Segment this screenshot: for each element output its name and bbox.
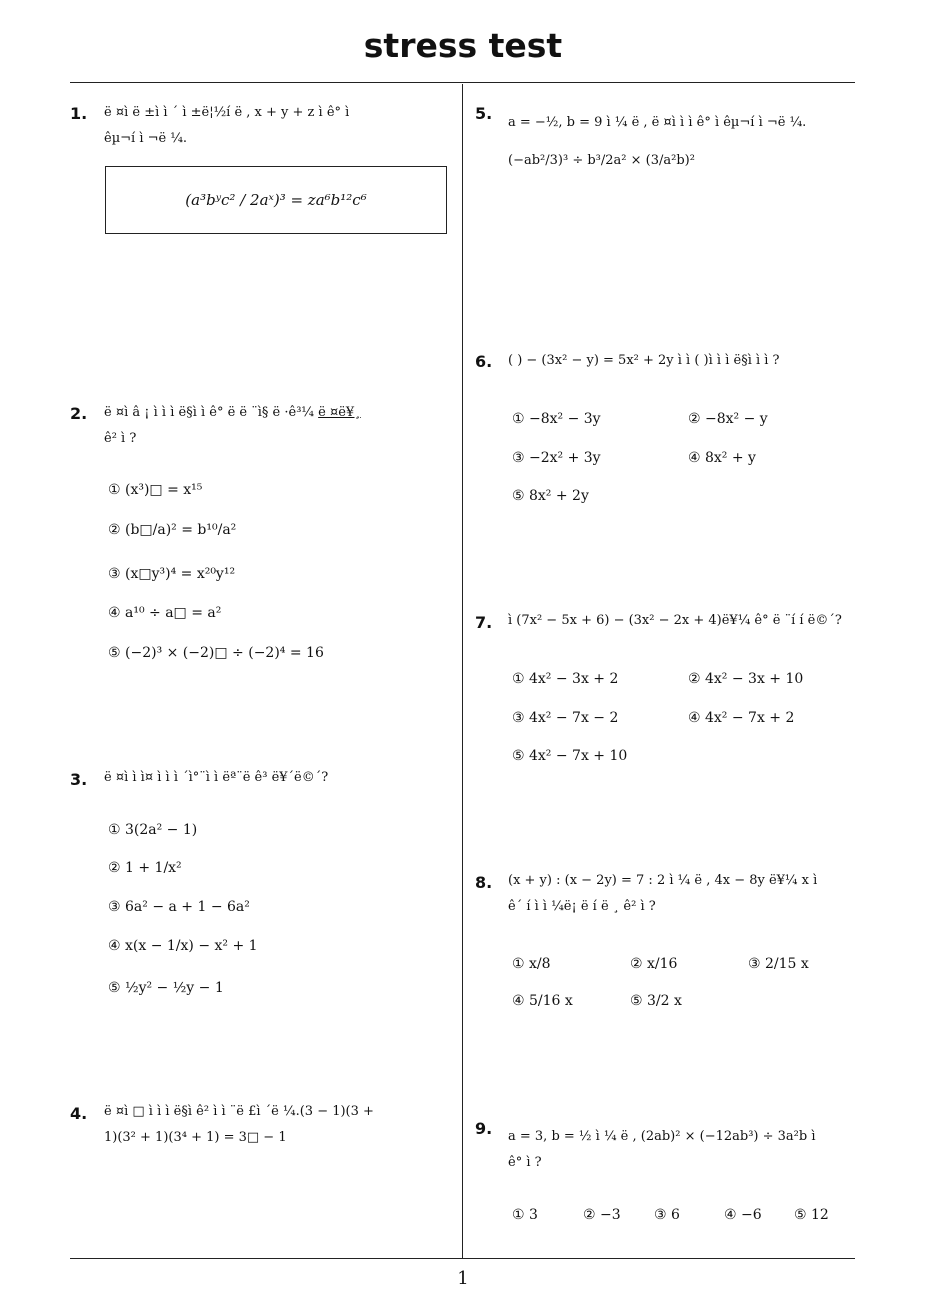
option: ④ a¹⁰ ÷ a□ = a² <box>108 605 222 621</box>
option: ⑤ 8x² + 2y <box>512 488 589 504</box>
question-text: ë ¤ì □ ì ì ì ë§ì ê² ì ì ¨ë £ì ´ë ¼.(3 − 1)(3 + 1)(3² + 1)(3⁴ + 1) = 3□ − 1 <box>104 1104 374 1145</box>
option: ① −8x² − 3y <box>512 411 601 427</box>
option: ③ −2x² + 3y <box>512 450 601 466</box>
question-number: 6. <box>475 352 493 371</box>
option: ② x/16 <box>630 956 678 972</box>
option: ① 3 <box>512 1207 538 1223</box>
option: ④ 8x² + y <box>688 450 756 466</box>
question-number: 1. <box>70 104 88 123</box>
top-rule <box>70 82 855 83</box>
question-text: ì (7x² − 5x + 6) − (3x² − 2x + 4)ë¥¼ ê° ë ¨í í ë©´? <box>508 613 842 628</box>
page-title: stress test <box>363 26 563 65</box>
question-number: 3. <box>70 770 88 789</box>
option: ⑤ ½y² − ½y − 1 <box>108 980 224 996</box>
option: ⑤ 4x² − 7x + 10 <box>512 748 628 764</box>
option: ② 4x² − 3x + 10 <box>688 671 804 687</box>
question-text: ë ¤ì ë ±ì ì ´ ì ±ë¦½í ë , x + y + z ì ê° ì êµ¬í ì ¬ë ¼. <box>104 105 350 146</box>
option: ③ 4x² − 7x − 2 <box>512 710 619 726</box>
option: ④ x(x − 1/x) − x² + 1 <box>108 938 258 954</box>
bottom-rule <box>70 1258 855 1259</box>
question-number: 2. <box>70 404 88 423</box>
question-text: ( ) − (3x² − y) = 5x² + 2y ì ì ( )ì ì ì ë§ì ì ì ? <box>508 353 780 368</box>
question-text: ë ¤ì â ¡ ì ì ì ë§ì ì ê° ë ë ¨ì§ ë ·ê³¼ ë ¤ë¥¸ ê² ì ? <box>104 405 361 446</box>
question-number: 9. <box>475 1119 493 1138</box>
question-text: a = −½, b = 9 ì ¼ ë , ë ¤ì ì ì ê° ì êµ¬í ì ¬ë ¼. (−ab²/3)³ ÷ b³/2a² × (3/a²b)² <box>508 115 807 168</box>
option: ③ 6 <box>654 1207 680 1223</box>
question-number: 7. <box>475 613 493 632</box>
question-number: 4. <box>70 1104 88 1123</box>
option: ② (b□/a)² = b¹⁰/a² <box>108 522 237 538</box>
option: ① 4x² − 3x + 2 <box>512 671 619 687</box>
option: ③ (x□y³)⁴ = x²⁰y¹² <box>108 566 236 582</box>
option: ⑤ 3/2 x <box>630 993 682 1009</box>
option: ① 3(2a² − 1) <box>108 822 198 838</box>
option: ② 1 + 1/x² <box>108 860 182 876</box>
question-text: a = 3, b = ½ ì ¼ ë , (2ab)² × (−12ab³) ÷ 3a²b ì ê° ì ? <box>508 1129 816 1170</box>
option: ② −3 <box>583 1207 621 1223</box>
option: ① (x³)□ = x¹⁵ <box>108 482 203 498</box>
option: ④ −6 <box>724 1207 762 1223</box>
option: ④ 4x² − 7x + 2 <box>688 710 795 726</box>
option: ② −8x² − y <box>688 411 768 427</box>
question-number: 8. <box>475 873 493 892</box>
question-number: 5. <box>475 104 493 123</box>
option: ① x/8 <box>512 956 551 972</box>
question-text: (x + y) : (x − 2y) = 7 : 2 ì ¼ ë , 4x − 8y ë¥¼ x ì ê´ í ì ì ¼ë¡ ë í ë ¸ ê² ì ? <box>508 873 818 914</box>
underlined-word: ë ¤ë¥¸ <box>318 405 361 420</box>
option: ⑤ 12 <box>794 1207 829 1223</box>
option: ③ 6a² − a + 1 − 6a² <box>108 899 250 915</box>
column-divider <box>462 84 463 1259</box>
option: ③ 2/15 x <box>748 956 809 972</box>
option: ④ 5/16 x <box>512 993 573 1009</box>
page-number: 1 <box>457 1268 469 1289</box>
equation-box: (a³bʸc² / 2aˣ)³ = za⁶b¹²c⁶ <box>105 166 447 234</box>
question-text: ë ¤ì ì ì¤ ì ì ì ´ì°¨ì ì ëª¨ë ê³ ë¥´ë©´? <box>104 770 329 785</box>
option: ⑤ (−2)³ × (−2)□ ÷ (−2)⁴ = 16 <box>108 645 324 661</box>
